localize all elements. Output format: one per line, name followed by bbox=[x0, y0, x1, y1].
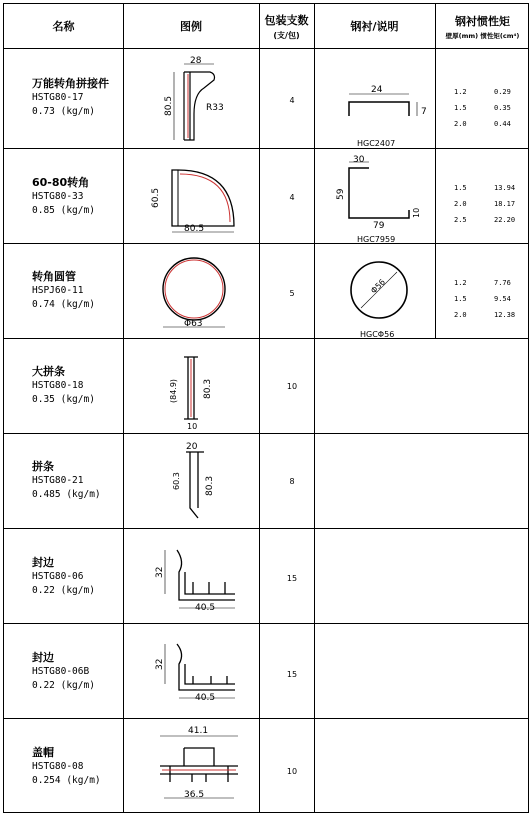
inertia-table: 1.2 0.29 1.5 0.35 2.0 0.44 bbox=[454, 88, 511, 128]
dim-label: 10 bbox=[412, 207, 421, 218]
col-divider bbox=[259, 4, 260, 812]
liner-code: HGCΦ56 bbox=[360, 330, 395, 338]
dim-label: 59 bbox=[336, 188, 346, 200]
product-table bbox=[3, 3, 529, 813]
liner-drawing bbox=[329, 154, 429, 244]
dim-label: 10 bbox=[187, 422, 198, 431]
dim-label: 40.5 bbox=[195, 603, 216, 613]
col-divider bbox=[435, 4, 436, 339]
col-divider bbox=[314, 4, 315, 812]
dim-label: R33 bbox=[206, 103, 224, 113]
dim-label: 60.5 bbox=[151, 187, 161, 208]
header-liner: 钢衬/说明 bbox=[350, 20, 399, 33]
dim-label: 36.5 bbox=[184, 790, 205, 800]
dim-label: 30 bbox=[353, 155, 365, 165]
dim-label: 80.3 bbox=[203, 378, 213, 399]
dim-label: 24 bbox=[371, 85, 383, 95]
dim-label: 41.1 bbox=[188, 726, 209, 736]
profile-drawing bbox=[144, 156, 254, 236]
dim-label: 79 bbox=[373, 221, 385, 231]
header-inertia: 钢衬惯性矩 壁厚(mm) 惯性矩(cm⁴) bbox=[445, 14, 520, 40]
row-divider bbox=[4, 623, 528, 624]
header-pack: 包装支数 (支/包) bbox=[264, 13, 309, 40]
profile-drawing bbox=[149, 538, 249, 622]
dim-label: 32 bbox=[155, 566, 165, 578]
dim-label: 80.3 bbox=[205, 475, 215, 496]
profile-drawing bbox=[164, 347, 234, 433]
row-divider bbox=[4, 148, 528, 149]
inertia-table: 1.5 13.94 2.0 18.17 2.5 22.20 bbox=[454, 184, 516, 224]
pack-count: 5 bbox=[289, 289, 295, 298]
row-divider bbox=[4, 528, 528, 529]
pack-count: 10 bbox=[286, 767, 298, 776]
dim-label: 7 bbox=[421, 107, 427, 117]
profile-drawing bbox=[154, 54, 254, 146]
product-name-cell: 转角圆管 HSPJ60-11 0.74 (kg/m) bbox=[32, 270, 95, 310]
pack-count: 10 bbox=[286, 382, 298, 391]
row-divider bbox=[4, 433, 528, 434]
dim-label: 80.5 bbox=[164, 95, 174, 116]
pack-count: 8 bbox=[289, 477, 295, 486]
product-name-cell: 大拼条 HSTG80-18 0.35 (kg/m) bbox=[32, 365, 95, 405]
header-figure: 图例 bbox=[180, 20, 202, 33]
inertia-table: 1.2 7.76 1.5 9.54 2.0 12.38 bbox=[454, 279, 516, 319]
row-divider bbox=[4, 718, 528, 719]
header-name: 名称 bbox=[52, 20, 75, 33]
product-name-cell: 拼条 HSTG80-21 0.485 (kg/m) bbox=[32, 460, 101, 500]
liner-code: HGC7959 bbox=[357, 235, 396, 244]
profile-drawing bbox=[164, 438, 234, 530]
liner-code: HGC2407 bbox=[357, 139, 396, 146]
product-name-cell: 60-80转角 HSTG80-33 0.85 (kg/m) bbox=[32, 176, 95, 216]
profile-drawing bbox=[149, 632, 249, 716]
product-name-cell: 盖帽 HSTG80-08 0.254 (kg/m) bbox=[32, 746, 101, 786]
pack-count: 4 bbox=[289, 193, 295, 202]
dim-label: 20 bbox=[186, 442, 198, 452]
dim-label: (84.9) bbox=[169, 378, 178, 403]
pack-count: 15 bbox=[286, 574, 298, 583]
dim-label: 28 bbox=[190, 56, 202, 66]
profile-drawing bbox=[144, 722, 254, 810]
liner-drawing bbox=[334, 252, 429, 338]
dim-label: Φ56 bbox=[369, 277, 388, 296]
dim-label: 80.5 bbox=[184, 224, 205, 234]
col-divider bbox=[123, 4, 124, 812]
pack-count: 4 bbox=[289, 96, 295, 105]
product-name-cell: 封边 HSTG80-06 0.22 (kg/m) bbox=[32, 556, 95, 596]
product-name-cell: 封边 HSTG80-06B 0.22 (kg/m) bbox=[32, 651, 95, 691]
product-name-cell: 万能转角拼接件 HSTG80-17 0.73 (kg/m) bbox=[32, 77, 109, 117]
dim-label: 32 bbox=[155, 658, 165, 670]
liner-drawing bbox=[329, 74, 429, 146]
row-divider bbox=[4, 338, 528, 339]
profile-drawing bbox=[154, 251, 244, 337]
row-divider bbox=[4, 48, 528, 49]
pack-count: 15 bbox=[286, 670, 298, 679]
dim-label: 60.3 bbox=[172, 472, 181, 490]
dim-label: 40.5 bbox=[195, 693, 216, 703]
row-divider bbox=[4, 243, 528, 244]
dim-label: Φ63 bbox=[184, 319, 203, 329]
